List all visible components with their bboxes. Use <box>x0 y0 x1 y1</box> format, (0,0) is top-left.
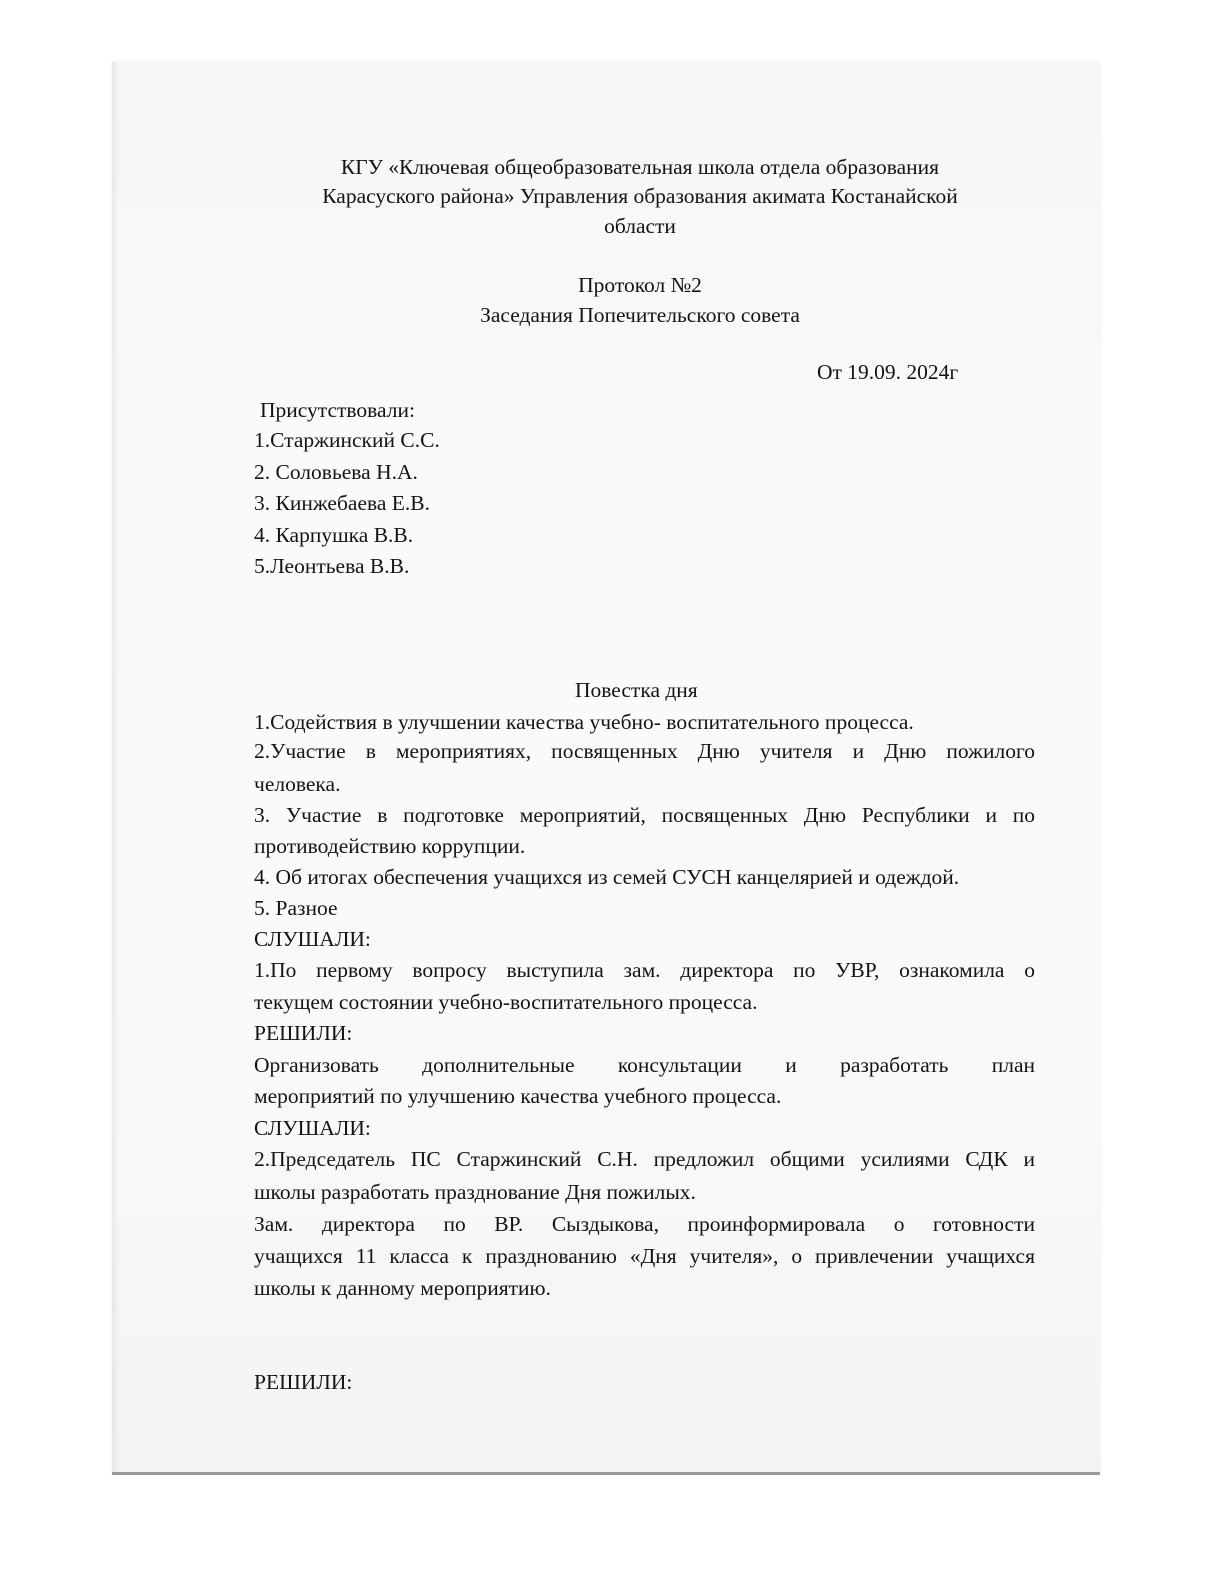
question-2b-text: Зам. директора по ВР. Сыздыкова, проинформировала о готовности <box>254 1212 1035 1236</box>
question-2b-text-line2: учащихся 11 класса к празднованию «Дня учителя», о привлечении учащихся <box>254 1244 1035 1268</box>
org-name-line1: КГУ «Ключевая общеобразовательная школа отдела образования <box>340 155 940 179</box>
agenda-title: Повестка дня <box>575 678 698 702</box>
heard-heading-2: СЛУШАЛИ: <box>254 1116 371 1140</box>
question-2-text-cont: школы разработать празднование Дня пожилых. <box>254 1180 696 1204</box>
agenda-item-3: 3. Участие в подготовке мероприятий, посвященных Дню Республики и по <box>254 803 1035 827</box>
attendee-item: 1.Старжинский С.С. <box>254 428 440 452</box>
question-1-text: 1.По первому вопросу выступила зам. директора по УВР, ознакомила о <box>254 958 1035 982</box>
page-bottom-edge <box>112 1472 1100 1475</box>
agenda-item-5: 5. Разное <box>254 896 338 920</box>
attendee-item: 4. Карпушка В.В. <box>254 523 414 547</box>
decided-heading-2: РЕШИЛИ: <box>254 1370 353 1394</box>
question-2b-text-cont: школы к данному мероприятию. <box>254 1276 551 1300</box>
org-name-line2: Карасуского района» Управления образования акимата Костанайской <box>322 184 958 208</box>
decision-1-text-cont: мероприятий по улучшению качества учебного процесса. <box>254 1084 782 1108</box>
attendees-label: Присутствовали: <box>260 398 415 422</box>
agenda-item-2-cont: человека. <box>254 772 341 796</box>
question-2-text: 2.Председатель ПС Старжинский С.Н. предложил общими усилиями СДК и <box>254 1147 1035 1171</box>
question-1-text-cont: текущем состоянии учебно-воспитательного процесса. <box>254 990 758 1014</box>
agenda-item-1: 1.Содействия в улучшении качества учебно- воспитательного процесса. <box>254 710 914 734</box>
org-name-line3: области <box>604 214 676 238</box>
decision-1-text: Организовать дополнительные консультации и разработать план <box>254 1053 1035 1077</box>
meeting-title: Заседания Попечительского совета <box>480 303 800 327</box>
meeting-date: От 19.09. 2024г <box>817 360 959 384</box>
heard-heading-1: СЛУШАЛИ: <box>254 927 371 951</box>
agenda-item-3-cont: противодействию коррупции. <box>254 834 526 858</box>
decided-heading-1: РЕШИЛИ: <box>254 1021 353 1045</box>
attendee-item: 2. Соловьева Н.А. <box>254 460 418 484</box>
attendee-item: 5.Леонтьева В.В. <box>254 554 410 578</box>
attendee-item: 3. Кинжебаева Е.В. <box>254 491 430 515</box>
protocol-title: Протокол №2 <box>578 273 702 297</box>
agenda-item-2: 2.Участие в мероприятиях, посвященных Дню учителя и Дню пожилого <box>254 739 1035 763</box>
agenda-item-4: 4. Об итогах обеспечения учащихся из семей СУСН канцелярией и одеждой. <box>254 865 960 889</box>
